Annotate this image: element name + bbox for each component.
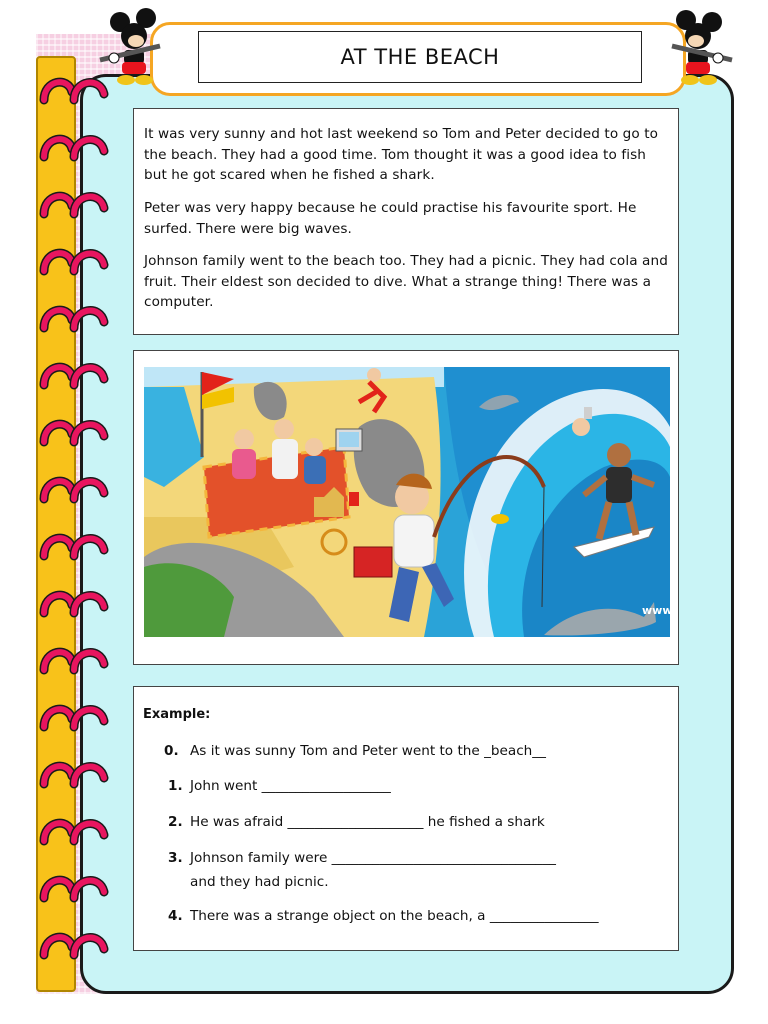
exercise-item-number: 1. — [168, 778, 183, 794]
exercise-item-text: Johnson family were _________________________________ — [190, 850, 556, 866]
story-paragraph-3: Johnson family went to the beach too. They had a picnic. They had cola and fruit. Their eldest son decided to dive. What a strange thing! There was a computer. — [144, 253, 668, 310]
mouse-mascot-left-icon — [98, 8, 170, 86]
spiral-ring-icon — [38, 642, 110, 686]
exercise-item-text: He was afraid ____________________ he fished a shark — [190, 814, 545, 830]
spiral-ring-icon — [38, 756, 110, 800]
page-title: AT THE BEACH — [198, 31, 642, 83]
spiral-ring-icon — [38, 585, 110, 629]
spiral-ring-icon — [38, 528, 110, 572]
exercise-item-text: John went ___________________ — [190, 778, 391, 794]
spiral-ring-icon — [38, 186, 110, 230]
spiral-ring-icon — [38, 927, 110, 971]
exercise-item-text: There was a strange object on the beach, a ________________ — [190, 908, 599, 924]
spiral-ring-icon — [38, 870, 110, 914]
example-label: Example: — [143, 707, 211, 722]
spiral-ring-icon — [38, 300, 110, 344]
exercise-item-text-continued: and they had picnic. — [190, 874, 329, 890]
spiral-ring-icon — [38, 243, 110, 287]
illustration-box — [133, 350, 679, 665]
story-paragraph-1: It was very sunny and hot last weekend so Tom and Peter decided to go to the beach. They had a good time. Tom thought it was a good idea to fish but he got scared when he fished a shark. — [144, 126, 659, 183]
exercise-box — [133, 686, 679, 951]
spiral-ring-icon — [38, 471, 110, 515]
spiral-ring-icon — [38, 699, 110, 743]
exercise-item-number: 4. — [168, 908, 183, 924]
spiral-ring-icon — [38, 414, 110, 458]
exercise-item-number: 3. — [168, 850, 183, 866]
exercise-item-number: 0. — [164, 743, 179, 759]
story-paragraph-2: Peter was very happy because he could practise his favourite sport. He surfed. There were big waves. — [144, 200, 637, 237]
spiral-ring-icon — [38, 357, 110, 401]
illustration-watermark: www — [642, 604, 673, 617]
exercise-item-number: 2. — [168, 814, 183, 830]
spiral-ring-icon — [38, 129, 110, 173]
exercise-item-text: As it was sunny Tom and Peter went to the _beach__ — [190, 743, 546, 759]
beach-scene-illustration — [144, 367, 670, 637]
spiral-ring-icon — [38, 813, 110, 857]
mouse-mascot-right-icon — [662, 8, 734, 86]
story-text-box — [133, 108, 679, 335]
